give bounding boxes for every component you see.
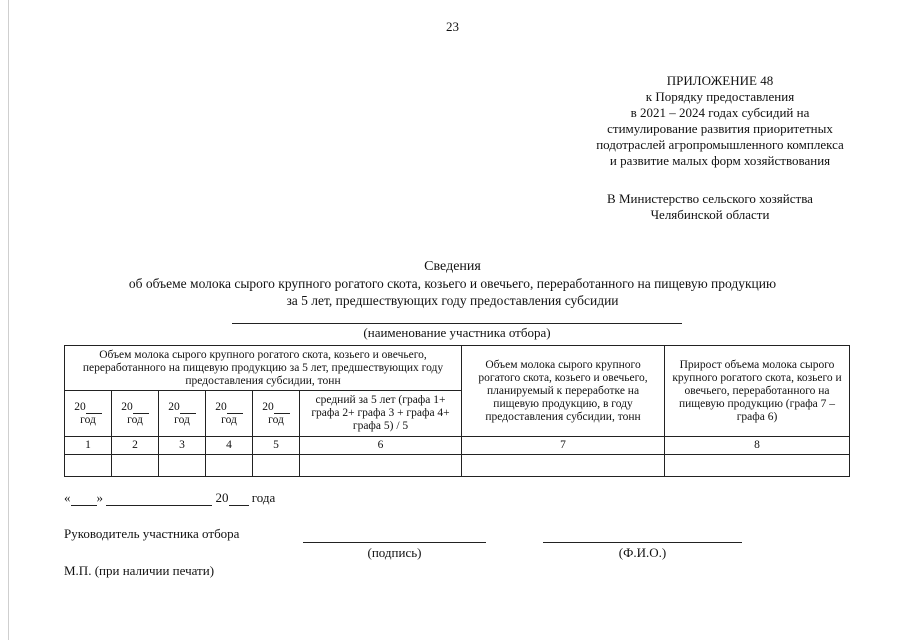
appendix-line: стимулирование развития приоритетных [607,121,833,136]
addressee-block [560,191,860,223]
year-prefix: 20 [168,400,180,413]
addressee-line: Челябинской области [650,207,770,222]
data-cell[interactable] [253,455,300,477]
column-number-cell: 3 [159,437,206,455]
document-subtitle [60,275,845,309]
column-number-cell: 2 [112,437,159,455]
date-close-quote: » [96,490,103,505]
year-blank[interactable] [86,402,102,414]
year-header-cell [159,391,206,437]
year-header-cell [253,391,300,437]
year-header-cell [65,391,112,437]
signature-caption: (подпись) [367,545,422,560]
appendix-line: к Порядку предоставления [645,89,795,104]
participant-name-caption: (наименование участника отбора) [363,325,551,340]
data-cell[interactable] [462,455,665,477]
document-title: Сведения [424,259,481,274]
appendix-line: и развитие малых форм хозяйствования [609,153,831,168]
column-number-cell: 8 [665,437,850,455]
year-word: год [127,413,143,426]
year-prefix: 20 [121,400,133,413]
appendix-line: ПРИЛОЖЕНИЕ 48 [666,73,774,88]
year-word: год [268,413,284,426]
data-cell[interactable] [206,455,253,477]
year-blank[interactable] [133,402,149,414]
signature-field[interactable] [303,542,486,543]
year-blank[interactable] [180,402,196,414]
data-cell[interactable] [65,455,112,477]
year-blank[interactable] [227,402,243,414]
head-label: Руководитель участника отбора [64,526,240,541]
year-header-cell [112,391,159,437]
fio-field[interactable] [543,542,742,543]
year-word: год [174,413,190,426]
appendix-line: подотраслей агропромышленного комплекса [596,137,844,152]
stamp-label: М.П. (при наличии печати) [64,563,215,578]
planned-header-cell: Объем молока сырого крупного рогатого скота, козьего и овечьего, планируемый к переработке на пищевую продукцию, в году предоставления субсидии, тонн [462,346,665,437]
subtitle-line: за 5 лет, предшествующих году предоставления субсидии [286,293,619,308]
date-year-prefix: 20 [215,490,229,505]
appendix-line: в 2021 – 2024 годах субсидий на [630,105,810,120]
appendix-block [540,73,900,169]
year-word: год [80,413,96,426]
data-cell[interactable] [665,455,850,477]
date-line [64,490,275,506]
page-number: 23 [446,19,459,34]
data-cell[interactable] [300,455,462,477]
year-blank[interactable] [229,492,249,506]
year-word: год [221,413,237,426]
data-cell[interactable] [159,455,206,477]
date-open-quote: « [64,490,71,505]
group-header-cell: Объем молока сырого крупного рогатого скота, козьего и овечьего, переработанного на пищевую продукцию за 5 лет, предшествующих году предоставления субсидии, тонн [65,346,462,391]
milk-volume-table [64,345,850,477]
fio-caption: (Ф.И.О.) [618,545,667,560]
growth-header-cell: Прирост объема молока сырого крупного рогатого скота, козьего и овечьего, переработанного на пищевую продукцию (графа 7 – графа 6) [665,346,850,437]
column-number-cell: 4 [206,437,253,455]
year-prefix: 20 [215,400,227,413]
subtitle-line: об объеме молока сырого крупного рогатого скота, козьего и овечьего, переработанного на пищевую продукцию [128,276,777,291]
day-blank[interactable] [71,492,97,506]
data-cell[interactable] [112,455,159,477]
year-prefix: 20 [74,400,86,413]
date-suffix: года [251,490,276,505]
page-edge-line [8,0,9,640]
column-number-cell: 6 [300,437,462,455]
average-header-cell: средний за 5 лет (графа 1+ графа 2+ графа 3 + графа 4+ графа 5) / 5 [300,391,462,437]
year-blank[interactable] [274,402,290,414]
month-blank[interactable] [106,492,212,506]
column-number-cell: 1 [65,437,112,455]
participant-name-field[interactable] [232,323,682,324]
column-number-cell: 5 [253,437,300,455]
year-prefix: 20 [262,400,274,413]
year-header-cell [206,391,253,437]
column-number-cell: 7 [462,437,665,455]
addressee-line: В Министерство сельского хозяйства [607,191,813,206]
